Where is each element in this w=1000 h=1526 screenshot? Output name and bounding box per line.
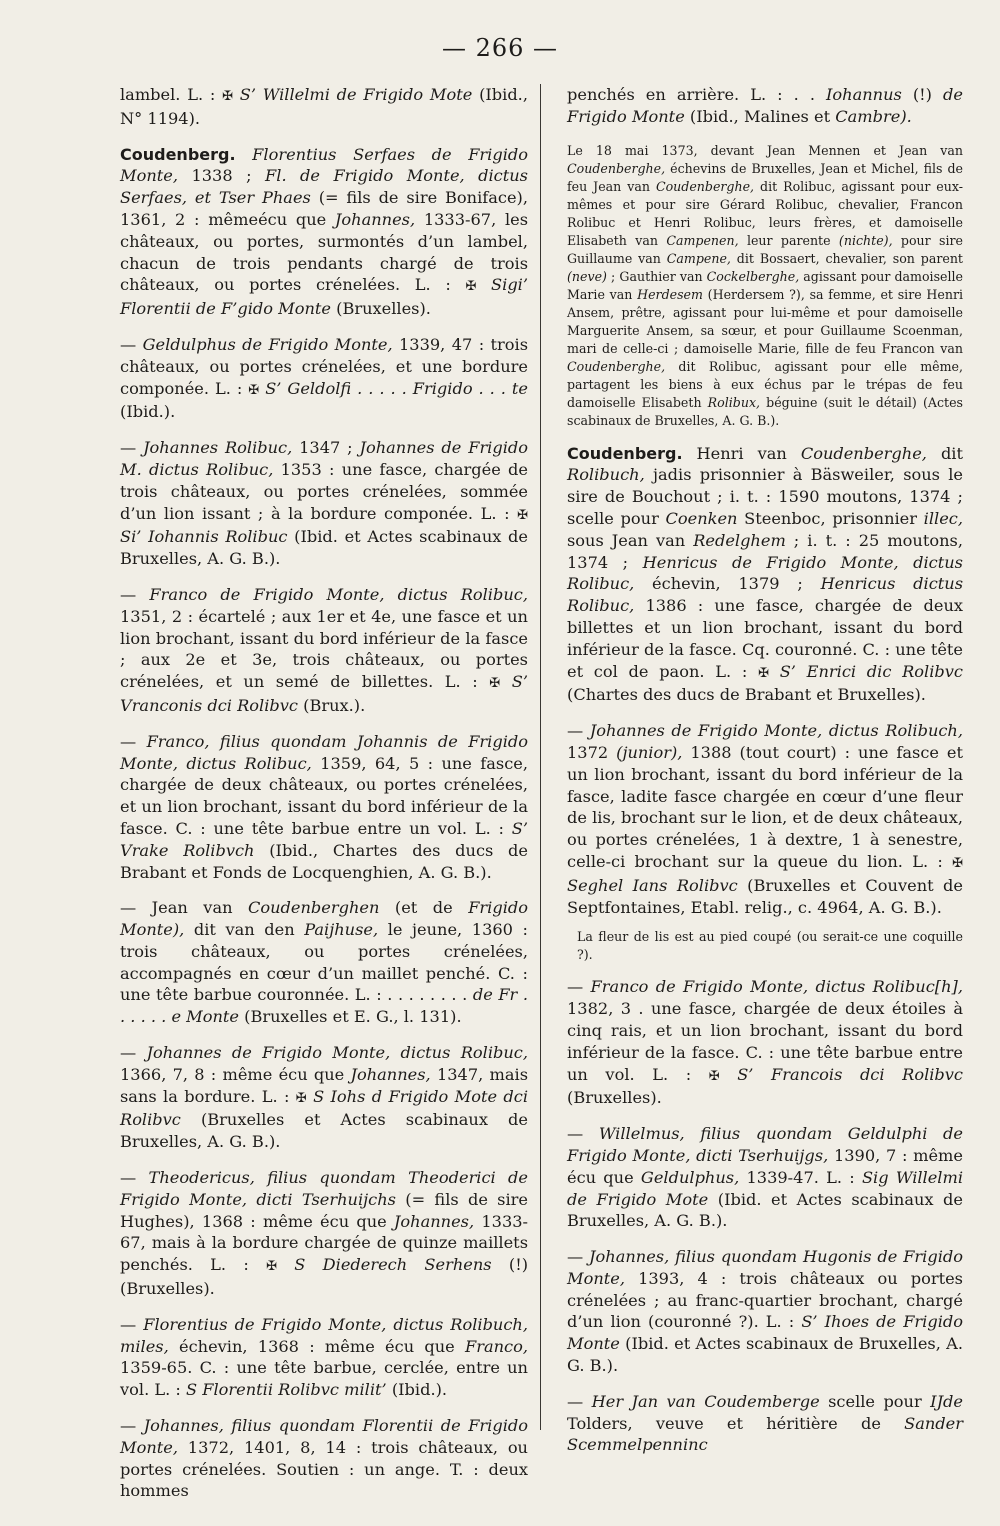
text-run: (Ibid. et Actes scabinaux de Bruxelles, A. G. B.). bbox=[567, 1334, 963, 1376]
italic-text: Campene, bbox=[666, 250, 731, 266]
italic-text: Coudenberghen bbox=[248, 898, 380, 918]
cross-icon: ✠ bbox=[708, 1068, 720, 1084]
italic-text: illec, bbox=[923, 508, 963, 528]
italic-text: Rolibuch, bbox=[567, 465, 645, 485]
cross-icon: ✠ bbox=[952, 855, 963, 871]
entry-paragraph bbox=[120, 731, 528, 884]
italic-text: S bbox=[239, 85, 251, 104]
text-run: agissant pour damoiselle Marie van bbox=[567, 268, 963, 302]
text-run bbox=[720, 1065, 738, 1084]
italic-text: Coenken bbox=[665, 508, 738, 528]
italic-text: Johannes Rolibuc, bbox=[143, 438, 293, 458]
italic-text: S Florentii Rolibvc milit’ bbox=[186, 1380, 387, 1400]
entry-paragraph bbox=[120, 1415, 528, 1502]
text-run: béguine (suit le détail) (Actes scabinaux de Bruxelles, A. G. B.). bbox=[567, 394, 963, 428]
italic-text: S’ Ihoes de Frigido Monte bbox=[567, 1312, 963, 1354]
cross-icon: ✠ bbox=[517, 507, 528, 523]
text-run: (Ibid. et Actes scabinaux de Bruxelles, A. G. B.). bbox=[120, 527, 528, 569]
italic-text: Cockelberghe, bbox=[706, 268, 800, 284]
text-run: — bbox=[120, 1416, 144, 1436]
text-run: 1339, 47 : trois châteaux, ou portes crénelées, et une bordure componée. L. : bbox=[120, 334, 528, 398]
entry-paragraph bbox=[567, 1391, 963, 1456]
entry-paragraph bbox=[120, 584, 528, 717]
cross-icon: ✠ bbox=[295, 1090, 307, 1106]
cross-icon: ✠ bbox=[758, 665, 769, 681]
text-run: dit Rolibuc, agissant pour eux-mêmes et pour sire Gérard Rolibuc, chevalier, Francon Rolibuc et Henri Rolibuc, leurs frères, et damoiselle Elisabeth van bbox=[567, 178, 963, 248]
entry-paragraph bbox=[120, 144, 528, 320]
italic-text: Redelghem bbox=[693, 530, 786, 550]
italic-text: Si’ Iohannis Rolibuc bbox=[120, 527, 288, 547]
entry-paragraph bbox=[120, 1314, 528, 1401]
entry-paragraph bbox=[567, 976, 963, 1109]
italic-text: Johannes, bbox=[350, 1064, 431, 1084]
italic-text: S Iohs d Frigido Mote dci Rolibvc bbox=[120, 1086, 528, 1130]
italic-text: Johannes de Frigido Monte, dictus Rolibuch, bbox=[589, 721, 964, 741]
italic-text: Geldulphus de Frigido Monte, bbox=[142, 334, 393, 354]
text-run: 1351, 2 : écartelé ; aux 1er et 4e, une fasce et un lion brochant, issant du bord inférieur de la fasce ; aux 2e et 3e, trois châteaux, ou portes crénelées, et un semé de billettes. L. : bbox=[120, 606, 528, 692]
text-run: leur parente bbox=[738, 232, 839, 248]
text-run: pour sire Guillaume van bbox=[567, 232, 963, 266]
italic-text: ’ Willelmi de Frigido Mote bbox=[250, 85, 473, 104]
text-run: 1393, 4 : trois châteaux ou portes crénelées ; au franc-quartier brochant, chargé d’un lion (couronné ?). L. : bbox=[567, 1268, 963, 1332]
entry-paragraph bbox=[120, 437, 528, 570]
footnote-paragraph bbox=[577, 928, 963, 964]
text-run: — bbox=[120, 1043, 147, 1063]
text-run: Henri van bbox=[682, 443, 801, 463]
text-run: 1372, 1401, 8, 14 : trois châteaux, ou portes crénelées. Soutien : un ange. T. : deux hommes bbox=[120, 1437, 528, 1501]
text-run: 1366, 7, 8 : même écu que bbox=[120, 1064, 351, 1084]
italic-text: Sig Willelmi de Frigido Mote bbox=[567, 1167, 964, 1209]
italic-text: Johannes de Frigido M. dictus Rolibuc, bbox=[120, 438, 529, 479]
text-run: (Bruxelles et Couvent de Septfontaines, Etabl. relig., c. 4964, A. G. B.). bbox=[567, 875, 963, 917]
italic-text: Sigi’ Florentii de F’gido Monte bbox=[120, 275, 528, 319]
text-run: jadis prisonnier à Bäsweiler, sous le sire de Bouchout ; i. t. : 1590 moutons, 1374 ; scelle pour bbox=[567, 465, 963, 528]
entry-paragraph bbox=[567, 720, 963, 918]
text-run: (Ibid., Chartes des ducs de Brabant et Fonds de Locquenghien, A. G. B.). bbox=[120, 840, 529, 882]
italic-text: S’ Enrici dic Rolibvc bbox=[779, 661, 963, 681]
text-run: — bbox=[567, 977, 591, 997]
italic-text: Coudenberghe, bbox=[567, 358, 666, 374]
italic-text: Henricus de Frigido Monte, dictus Rolibuc, bbox=[567, 552, 963, 594]
text-run: (= fils de sire Boniface), 1361, 2 : mêmeécu que bbox=[120, 188, 529, 229]
text-run: 1390, 7 : même écu que bbox=[567, 1145, 963, 1187]
italic-text: Florentius de Frigido Monte, dictus Rolibuch, miles, bbox=[120, 1314, 528, 1356]
text-run: 1353 : une fasce, chargée de trois châteaux, ou portes crénelées, sommée d’un lion issant ; à la bordure componée. L. : bbox=[120, 459, 528, 523]
text-run: 1333-67, les châteaux, ou portes, surmontés d’un lambel, chacun de trois pendants chargé de trois châteaux, ou portes crénelées. L. : bbox=[120, 209, 529, 295]
entry-heading: Coudenberg. bbox=[567, 443, 683, 463]
italic-text: Her Jan van Coudemberge bbox=[591, 1391, 820, 1411]
text-run: (Ibid.). bbox=[386, 1380, 448, 1400]
text-run: (Herdersem ?), sa femme, et sire Henri Ansem, prêtre, agissant pour lui-même et pour damoiselle Marguerite Ansem, sa sœur, et pour Guillaume Scoenman, mari de celle-ci ; damoiselle Marie, fille de feu Francon van bbox=[567, 286, 963, 356]
text-run: 1388 (tout court) : une fasce et un lion brochant, issant du bord inférieur de la fasce, ladite fasce chargée en cœur d’une fleur de lis, brochant sur le lion, et de deux châteaux, ou portes crénelées, 1 à dextre, 1 à senestre, celle-ci brochant sur la queue du lion. L. : bbox=[567, 742, 963, 871]
text-run: 1333-67, mais à la bordure chargée de quinze maillets penchés. L. : bbox=[120, 1211, 529, 1275]
italic-text: Coudenberghe, bbox=[567, 160, 666, 176]
entry-paragraph bbox=[120, 334, 528, 423]
text-run: le jeune, 1360 : trois châteaux, ou portes crénelées, accompagnés en cœur d’un maillet penché. C. : une tête barbue couronnée. L. : . . . . . . . . bbox=[120, 920, 528, 1005]
italic-text: Seghel Ians Rolibvc bbox=[567, 875, 738, 895]
text-run: 1347, mais sans la bordure. L. : bbox=[120, 1064, 529, 1106]
cross-icon: ✠ bbox=[465, 279, 477, 295]
text-run: dit bbox=[926, 443, 963, 463]
text-run: scelle pour bbox=[819, 1391, 931, 1411]
text-run: échevins de Bruxelles, Jean et Michel, fils de feu Jean van bbox=[567, 160, 963, 194]
text-run: Steenboc, prisonnier bbox=[737, 508, 924, 528]
text-run: (!) bbox=[901, 85, 944, 104]
text-run bbox=[476, 275, 491, 294]
text-run: (Bruxelles). bbox=[567, 1088, 662, 1108]
italic-text: Coudenberghe, bbox=[655, 178, 755, 194]
italic-text: S’ Vrake Rolibvch bbox=[120, 818, 528, 860]
text-run: penchés en arrière. L. : . . bbox=[567, 85, 827, 104]
footnote-paragraph bbox=[567, 142, 963, 430]
italic-text: S’ Francois dci Rolibvc bbox=[737, 1064, 963, 1084]
text-run bbox=[769, 662, 780, 681]
italic-text: Iohannus bbox=[826, 85, 902, 104]
text-run: — bbox=[120, 731, 147, 751]
text-run: 1347 ; bbox=[292, 438, 360, 458]
text-run: — bbox=[567, 1391, 592, 1411]
italic-text: (neve) bbox=[567, 268, 607, 284]
text-run: — bbox=[120, 334, 143, 354]
text-run: 1386 : une fasce, chargée de deux billettes et un lion brochant, issant du bord inférieur de la fasce. Cq. couronné. C. : une tête et col de paon. L. : bbox=[567, 596, 963, 681]
italic-text: Herdesem bbox=[637, 286, 703, 302]
text-run: échevin, 1379 ; bbox=[634, 574, 821, 594]
text-run: 1359-65. C. : une tête barbue, cerclée, entre un vol. L. : bbox=[120, 1358, 528, 1400]
italic-text: Johannes, filius quondam Hugonis de Frigido Monte, bbox=[567, 1247, 963, 1288]
entry-paragraph bbox=[120, 1167, 528, 1300]
italic-text: Willelmus, filius quondam Geldulphi de Frigido Monte, dicti Tserhuijgs, bbox=[567, 1124, 963, 1165]
entry-paragraph bbox=[120, 897, 528, 1028]
italic-text: Paijhuse, bbox=[304, 920, 379, 940]
left-column bbox=[120, 84, 529, 1501]
text-run: (et de bbox=[379, 898, 469, 918]
text-run: — bbox=[567, 1124, 599, 1144]
text-run: ; Gauthier van bbox=[606, 268, 707, 284]
entry-heading: Coudenberg. bbox=[120, 144, 236, 164]
text-run: — bbox=[120, 1168, 149, 1188]
text-run: 1372 bbox=[567, 742, 617, 762]
text-run: Le 18 mai 1373, devant Jean Mennen et Jean van bbox=[567, 142, 963, 158]
italic-text: Frigido Monte), bbox=[120, 898, 528, 940]
italic-text: S Diederech Serhens bbox=[294, 1255, 492, 1275]
italic-text: Rolibux, bbox=[707, 394, 761, 410]
italic-text: Campenen, bbox=[666, 232, 739, 248]
italic-text: (junior), bbox=[616, 742, 683, 762]
text-run: — bbox=[120, 584, 150, 604]
italic-text: Theodericus, filius quondam Theoderici de Frigido Monte, dicti Tserhuijchs bbox=[120, 1168, 528, 1209]
text-run bbox=[236, 145, 253, 164]
text-run: dit Rolibuc, agissant pour elle même, partagent les biens à eux échus par le trépas de feu damoiselle Elisabeth bbox=[567, 358, 963, 410]
italic-text: Florentius Serfaes de Frigido Monte, bbox=[120, 144, 528, 186]
text-run: sous Jean van bbox=[567, 530, 694, 550]
text-run: (Ibid., Malines et bbox=[684, 106, 836, 126]
entry-paragraph bbox=[120, 1042, 528, 1153]
italic-text: Fl. de Frigido Monte, dictus Serfaes, et Tser Phaes bbox=[120, 166, 528, 208]
text-run: 1359, 64, 5 : une fasce, chargée de deux châteaux, ou portes crénelées, et un lion brochant, issant du bord inférieur de la fasce. C. : une tête barbue entre un vol. L. : bbox=[120, 753, 528, 838]
entry-paragraph bbox=[567, 1246, 963, 1377]
entry-paragraph bbox=[567, 84, 963, 128]
cross-icon: ✠ bbox=[489, 676, 501, 692]
text-run: échevin, 1368 : même écu que bbox=[168, 1336, 465, 1356]
text-run: La fleur de lis est au pied coupé (ou serait-ce une coquille ?). bbox=[577, 929, 963, 963]
italic-text: Henricus dictus Rolibuc, bbox=[567, 574, 964, 616]
cross-icon: ✠ bbox=[222, 89, 233, 104]
text-run: — bbox=[120, 1314, 144, 1334]
italic-text: Franco, bbox=[464, 1336, 528, 1356]
text-run: dit Bossaert, chevalier, son parent bbox=[730, 250, 963, 266]
italic-text: Coudenberghe, bbox=[800, 443, 927, 463]
italic-text: (nichte), bbox=[838, 232, 893, 248]
text-run: 1382, 3 . une fasce, chargée de deux étoiles à cinq rais, et un lion brochant, issant du bord inférieur de la fasce. C. : une tête barbue entre un vol. L. : bbox=[567, 999, 963, 1084]
text-run bbox=[233, 85, 240, 104]
italic-text: IJde bbox=[930, 1391, 963, 1411]
italic-text: Geldulphus, bbox=[640, 1167, 740, 1187]
italic-text: S’ Geldolfi . . . . . Frigido . . . te bbox=[265, 378, 528, 398]
italic-text: de Fr . . . . . . e Monte bbox=[120, 985, 528, 1027]
entry-paragraph bbox=[567, 443, 963, 707]
text-run: (Ibid., N° 1194). bbox=[120, 85, 528, 128]
cross-icon: ✠ bbox=[266, 1259, 277, 1275]
italic-text: Johannes, bbox=[334, 209, 416, 229]
text-run bbox=[500, 672, 512, 691]
text-run: (Bruxelles et Actes scabinaux de Bruxelles, A. G. B.). bbox=[120, 1110, 528, 1152]
text-run: 1338 ; bbox=[177, 166, 266, 186]
italic-text: de Frigido Monte bbox=[567, 85, 963, 126]
text-run: (Bruxelles). bbox=[331, 299, 431, 319]
text-run: (Ibid. et Actes scabinaux de Bruxelles, A. G. B.). bbox=[567, 1189, 964, 1231]
text-run: (!) (Bruxelles). bbox=[120, 1255, 529, 1299]
italic-text: Franco de Frigido Monte, dictus Rolibuc[h], bbox=[590, 977, 963, 997]
italic-text: Franco, filius quondam Johannis de Frigido Monte, dictus Rolibuc, bbox=[120, 731, 528, 773]
italic-text: Johannes de Frigido Monte, dictus Rolibuc, bbox=[146, 1043, 528, 1063]
italic-text: Cambre). bbox=[835, 106, 912, 126]
text-run bbox=[277, 1255, 294, 1274]
italic-text: Johannes, bbox=[393, 1211, 475, 1231]
entry-paragraph bbox=[567, 1123, 963, 1232]
italic-text: Sander Scemmelpenninc bbox=[567, 1413, 963, 1455]
column-divider bbox=[540, 84, 541, 1430]
text-run: — bbox=[567, 721, 590, 741]
text-run: (Chartes des ducs de Brabant et Bruxelles). bbox=[567, 685, 926, 705]
italic-text: Franco de Frigido Monte, dictus Rolibuc, bbox=[149, 584, 528, 604]
text-run: 1339-47. L. : bbox=[739, 1167, 862, 1187]
page-number: — 266 — bbox=[441, 34, 559, 62]
cross-icon: ✠ bbox=[248, 382, 260, 398]
text-run: — bbox=[567, 1247, 590, 1267]
text-run: — Jean van bbox=[120, 898, 248, 918]
entry-paragraph bbox=[120, 84, 528, 130]
italic-text: S’ Vranconis dci Rolibvc bbox=[120, 672, 528, 715]
text-run: dit van den bbox=[184, 920, 305, 940]
text-run: ; i. t. : 25 moutons, 1374 ; bbox=[567, 530, 963, 572]
text-run: lambel. L. : bbox=[120, 85, 223, 104]
text-run: (Ibid.). bbox=[120, 402, 176, 422]
text-run: (= fils de sire Hughes), 1368 : même écu que bbox=[120, 1189, 528, 1231]
text-run: Tolders, veuve et héritière de bbox=[567, 1413, 905, 1433]
text-run: (Brux.). bbox=[297, 695, 366, 715]
text-run: (Bruxelles et E. G., l. 131). bbox=[239, 1007, 462, 1027]
right-column bbox=[567, 84, 964, 1455]
text-run: — bbox=[120, 438, 144, 458]
italic-text: Johannes, filius quondam Florentii de Frigido Monte, bbox=[120, 1416, 528, 1457]
